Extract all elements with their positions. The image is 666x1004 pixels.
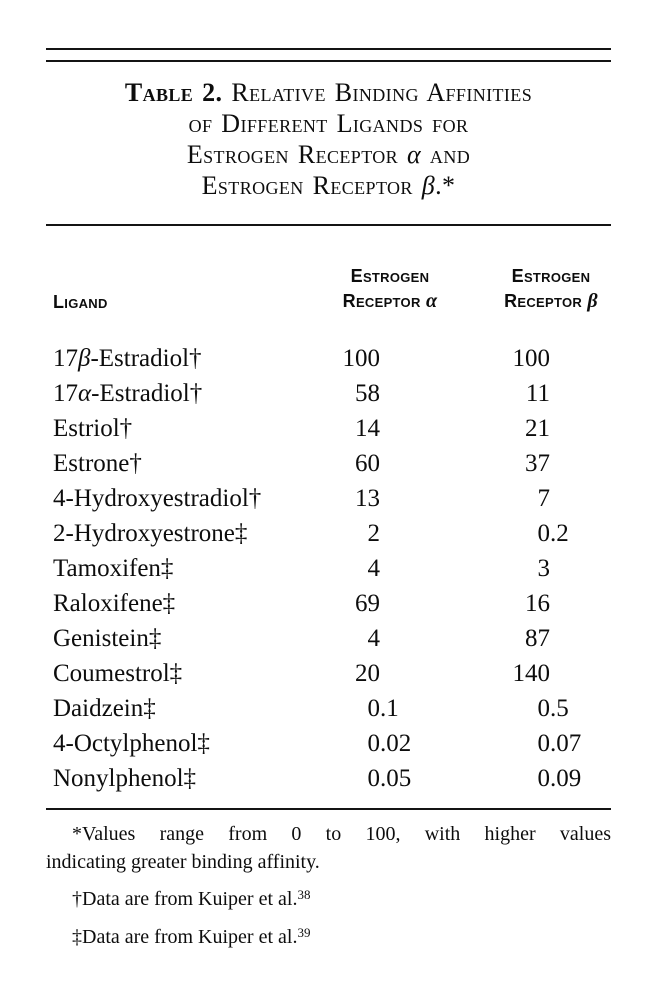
- er-beta-value: 0 .5: [537, 695, 569, 722]
- title-line-4: Estrogen Receptor β.*: [201, 171, 456, 200]
- footnote-values-range: *Values range from 0 to 100, with higher values indicating greater binding affinity.: [46, 823, 611, 873]
- ligand-cell: Raloxifene‡: [53, 590, 176, 617]
- reference-superscript-39: 39: [297, 925, 311, 940]
- er-alpha-value: 100: [342, 345, 380, 372]
- table-row: [46, 586, 611, 621]
- table-row: [46, 726, 611, 761]
- er-alpha-value: 4: [367, 625, 380, 652]
- table-row: [46, 551, 611, 586]
- ligand-cell: Nonylphenol‡: [53, 765, 197, 792]
- column-header-er-alpha: Estrogen Receptor α: [342, 266, 438, 312]
- table-row: [46, 656, 611, 691]
- column-header-er-beta: Estrogen Receptor β: [504, 266, 598, 312]
- title-line-3: Estrogen Receptor α and: [186, 140, 471, 169]
- er-beta-value: 0 .2: [537, 520, 569, 547]
- table-row: [46, 516, 611, 551]
- ligand-cell: 2-Hydroxyestrone‡: [53, 520, 248, 547]
- column-header-ligand: Ligand: [53, 292, 108, 312]
- er-beta-value: 0 .09: [537, 765, 582, 792]
- er-beta-value: 16: [525, 590, 550, 617]
- top-double-rule: [46, 48, 611, 62]
- er-alpha-value: 13: [355, 485, 380, 512]
- title-separator-rule: [46, 224, 611, 226]
- er-alpha-value: 14: [355, 415, 380, 442]
- ligand-cell: 17α-Estradiol†: [53, 380, 203, 407]
- table-number-label: Table 2.: [124, 78, 223, 107]
- er-alpha-value: 69: [355, 590, 380, 617]
- er-beta-value: 11: [525, 380, 550, 407]
- table-row: [46, 446, 611, 481]
- reference-superscript-38: 38: [297, 887, 311, 902]
- er-alpha-value: 0 .1: [367, 695, 399, 722]
- ligand-cell: 17β-Estradiol†: [53, 345, 202, 372]
- table-row: [46, 691, 611, 726]
- er-beta-value: 100: [512, 345, 550, 372]
- footnote-double-dagger: ‡Data are from Kuiper et al.$^{39}$: [72, 925, 311, 948]
- er-beta-value: 3: [537, 555, 550, 582]
- er-alpha-value: 0 .02: [367, 730, 412, 757]
- er-beta-value: 140: [512, 660, 550, 687]
- table-row: [46, 376, 611, 411]
- table-rows: [46, 341, 611, 796]
- er-beta-value: 87: [525, 625, 550, 652]
- er-alpha-value: 58: [355, 380, 380, 407]
- er-alpha-value: 4: [367, 555, 380, 582]
- er-beta-value: 0 .07: [537, 730, 582, 757]
- ligand-cell: Coumestrol‡: [53, 660, 183, 687]
- title-line-2: of Different Ligands for: [188, 109, 469, 138]
- er-beta-value: 7: [537, 485, 550, 512]
- ligand-cell: Tamoxifen‡: [53, 555, 174, 582]
- title-line-1: Table 2. Relative Binding Affinities: [124, 78, 533, 107]
- er-alpha-value: 60: [355, 450, 380, 477]
- table-row: [46, 341, 611, 376]
- greek-beta: β: [421, 171, 436, 200]
- table-row: [46, 481, 611, 516]
- footnote-dagger: †Data are from Kuiper et al.$^{38}$: [72, 887, 311, 910]
- er-alpha-value: 20: [355, 660, 380, 687]
- table-row: [46, 621, 611, 656]
- ligand-cell: 4-Octylphenol‡: [53, 730, 210, 757]
- er-alpha-value: 2: [367, 520, 380, 547]
- er-beta-value: 37: [525, 450, 550, 477]
- ligand-cell: Estrone†: [53, 450, 142, 477]
- table-row: [46, 761, 611, 796]
- ligand-cell: Daidzein‡: [53, 695, 156, 722]
- ligand-cell: Genistein‡: [53, 625, 162, 652]
- ligand-cell: 4-Hydroxyestradiol†: [53, 485, 262, 512]
- greek-alpha: α: [406, 140, 422, 169]
- table-row: [46, 411, 611, 446]
- table-title: [46, 77, 611, 201]
- er-beta-value: 21: [525, 415, 550, 442]
- greek-beta: β: [587, 290, 598, 312]
- ligand-cell: Estriol†: [53, 415, 133, 442]
- bottom-rule: [46, 808, 611, 810]
- er-alpha-value: 0 .05: [367, 765, 412, 792]
- footnotes: [46, 820, 611, 951]
- greek-alpha: α: [425, 290, 438, 312]
